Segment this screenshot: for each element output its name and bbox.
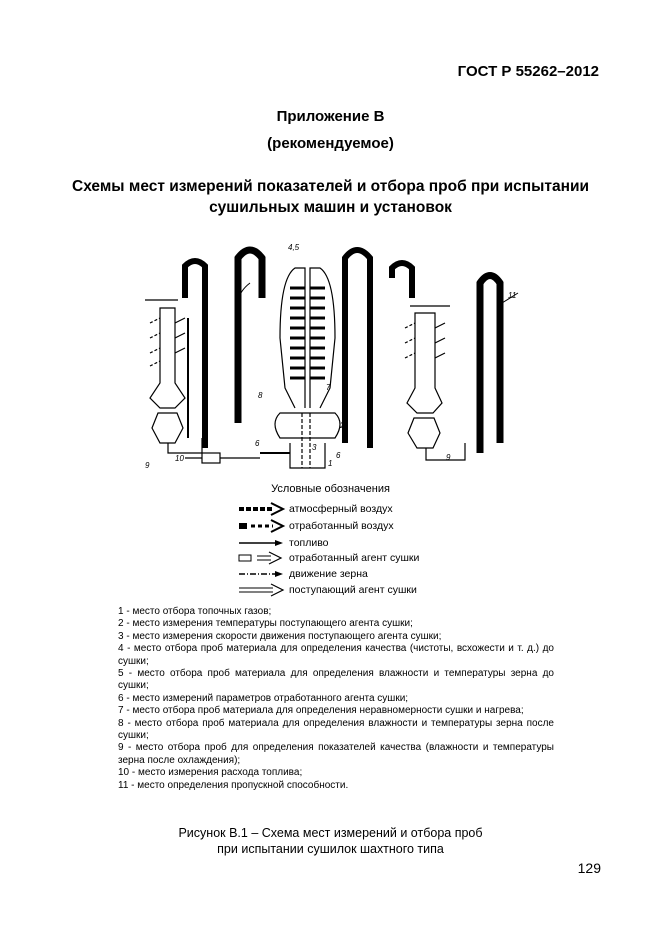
note-item: 2 - место измерения температуры поступающего агента сушки; bbox=[118, 618, 413, 630]
page-number: 129 bbox=[577, 860, 601, 876]
note-item: 1 - место отбора топочных газов; bbox=[118, 606, 272, 617]
left-dryer-column bbox=[145, 300, 202, 453]
label-3: 3 bbox=[312, 443, 317, 452]
caption-line-2: при испытании сушилок шахтного типа bbox=[217, 842, 444, 856]
center-right-elevator bbox=[345, 250, 370, 448]
note-item: 7 - место отбора проб материала для определения неравномерности сушки и нагрева; bbox=[118, 705, 524, 717]
note-item: 5 - место отбора проб материала для определения влажности и температуры зерна до сушки; bbox=[118, 668, 554, 692]
note-item: 10 - место измерения расхода топлива; bbox=[118, 767, 303, 779]
notes-list bbox=[118, 606, 554, 792]
exhaust-agent-symbol bbox=[237, 551, 287, 565]
legend-label: атмосферный воздух bbox=[289, 503, 393, 515]
legend-item bbox=[237, 519, 497, 536]
note-item: 9 - место отбора проб для определения показателей качества (влажности и температуры зерна после охлаждения); bbox=[118, 742, 554, 766]
label-2: 2 bbox=[340, 421, 345, 430]
incoming-agent-symbol bbox=[237, 583, 287, 597]
label-11: 11 bbox=[508, 291, 517, 300]
exhaust-air-symbol bbox=[237, 519, 287, 533]
legend-label: движение зерна bbox=[289, 568, 368, 580]
right-elevator bbox=[480, 276, 518, 454]
label-9-left: 9 bbox=[145, 461, 150, 470]
legend-title: Условные обозначения bbox=[271, 483, 390, 495]
legend-item bbox=[237, 502, 497, 519]
label-6-left: 6 bbox=[255, 439, 260, 448]
appendix-heading bbox=[0, 176, 661, 218]
label-1: 1 bbox=[328, 459, 333, 468]
standard-number: ГОСТ Р 55262–2012 bbox=[457, 63, 599, 80]
label-9-right: 9 bbox=[446, 453, 451, 462]
legend-item bbox=[237, 567, 497, 584]
appendix-subtitle: (рекомендуемое) bbox=[267, 135, 394, 152]
label-8: 8 bbox=[258, 391, 263, 400]
fuel-symbol bbox=[237, 536, 287, 550]
legend-label: топливо bbox=[289, 537, 329, 549]
legend-label: отработанный воздух bbox=[289, 520, 394, 532]
caption-line-1: Рисунок В.1 – Схема мест измерений и отбора проб bbox=[178, 826, 483, 840]
grain-movement-symbol bbox=[237, 567, 287, 581]
note-item: 4 - место отбора проб материала для определения качества (чистоты, всхожести и т. д.) до сушки; bbox=[118, 643, 554, 667]
label-4-5: 4,5 bbox=[288, 243, 300, 252]
left-elevator bbox=[185, 250, 262, 448]
central-dryer-column bbox=[237, 268, 340, 468]
note-item: 8 - место отбора проб материала для определения влажности и температуры зерна после сушки; bbox=[118, 717, 554, 742]
fuel-line bbox=[185, 453, 290, 463]
note-item: 11 - место определения пропускной способности. bbox=[118, 779, 349, 791]
atmospheric-air-symbol bbox=[237, 502, 287, 516]
legend-item bbox=[237, 551, 497, 568]
figure-caption bbox=[0, 825, 661, 857]
legend-item bbox=[237, 583, 497, 600]
label-10: 10 bbox=[175, 454, 184, 463]
dryer-scheme-drawing bbox=[130, 238, 530, 478]
note-item: 6 - место измерений параметров отработанного агента сушки; bbox=[118, 692, 409, 704]
appendix-title: Приложение В bbox=[276, 108, 385, 125]
legend-label: поступающий агент сушки bbox=[289, 584, 417, 596]
note-item: 3 - место измерения скорости движения поступающего агента сушки; bbox=[118, 630, 442, 642]
heading-line-2: сушильных машин и установок bbox=[209, 199, 452, 216]
heading-line-1: Схемы мест измерений показателей и отбора проб при испытании bbox=[72, 178, 589, 195]
legend-label: отработанный агент сушки bbox=[289, 552, 420, 564]
right-dryer-column bbox=[392, 263, 465, 460]
label-6-right: 6 bbox=[336, 451, 341, 460]
label-7: 7 bbox=[326, 383, 331, 392]
